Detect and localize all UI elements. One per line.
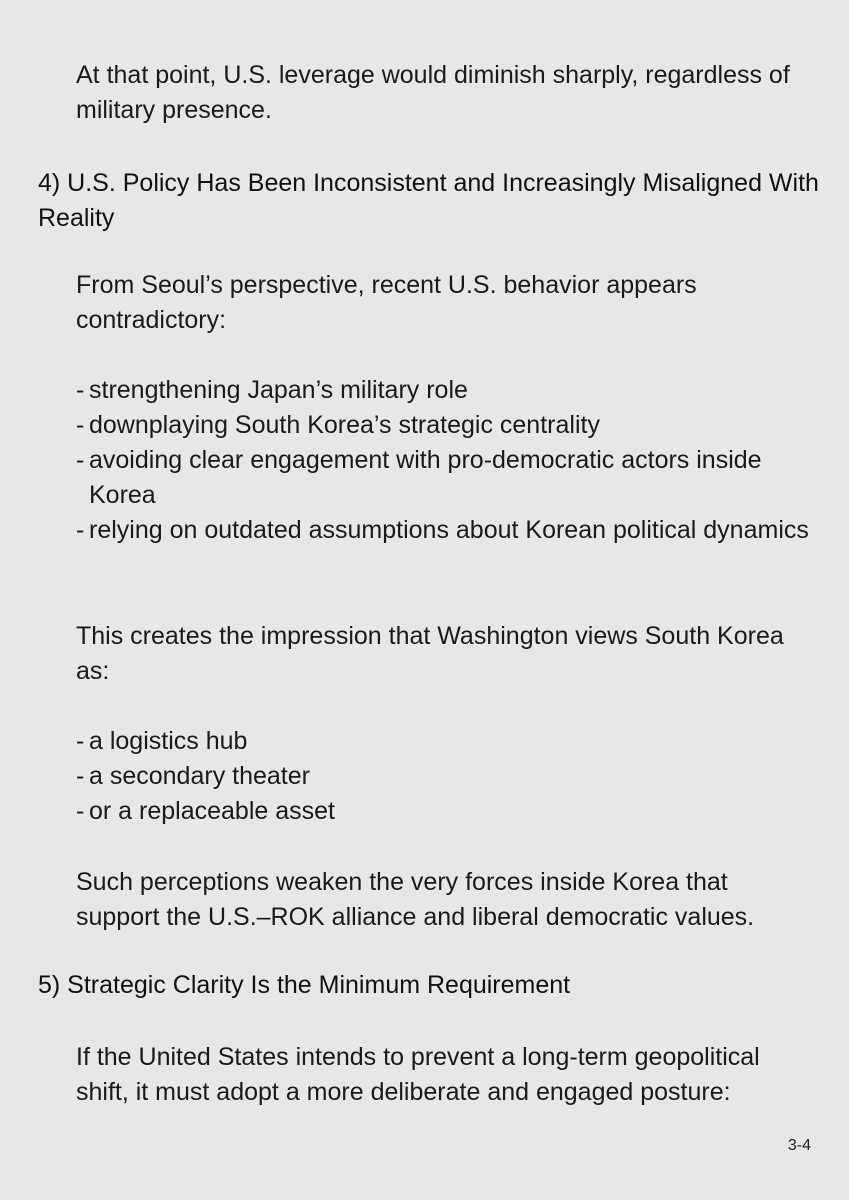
list-item-text: or a replaceable asset — [89, 797, 335, 825]
list-marker: - — [76, 727, 85, 755]
list-marker: - — [76, 797, 85, 825]
perceptions-list — [76, 724, 816, 829]
list-item — [76, 513, 816, 548]
list-item — [76, 443, 816, 513]
final-paragraph: If the United States intends to prevent a long-term geopolitical shift, it must adopt a more deliberate and engaged posture: — [76, 1043, 760, 1106]
list-item-text: relying on outdated assumptions about Korean political dynamics — [89, 516, 809, 544]
section-heading-5: 5) Strategic Clarity Is the Minimum Requirement — [38, 971, 571, 999]
list-marker: - — [76, 762, 85, 790]
section-heading-4: 4) U.S. Policy Has Been Inconsistent and Increasingly Misaligned With Reality — [38, 169, 819, 232]
list-item-text: strengthening Japan’s military role — [89, 376, 468, 404]
list-item — [76, 759, 816, 794]
list-item — [76, 373, 816, 408]
list-item — [76, 408, 816, 443]
list-item — [76, 794, 816, 829]
list-marker: - — [76, 516, 85, 544]
intro-paragraph: At that point, U.S. leverage would diminish sharply, regardless of military presence. — [76, 61, 790, 124]
page-number: 3-4 — [787, 1137, 811, 1154]
perceptions-paragraph: Such perceptions weaken the very forces inside Korea that support the U.S.–ROK alliance and liberal democratic values. — [76, 868, 755, 931]
list-item-text: avoiding clear engagement with pro-democratic actors inside Korea — [89, 446, 762, 509]
impression-paragraph: This creates the impression that Washington views South Korea as: — [76, 622, 784, 685]
seoul-perspective-paragraph: From Seoul’s perspective, recent U.S. behavior appears contradictory: — [76, 271, 697, 334]
list-marker: - — [76, 411, 85, 439]
list-item-text: downplaying South Korea’s strategic centrality — [89, 411, 600, 439]
list-marker: - — [76, 376, 85, 404]
list-item — [76, 724, 816, 759]
list-item-text: a logistics hub — [89, 727, 248, 755]
list-item-text: a secondary theater — [89, 762, 310, 790]
list-marker: - — [76, 446, 85, 474]
contradictions-list — [76, 373, 816, 548]
